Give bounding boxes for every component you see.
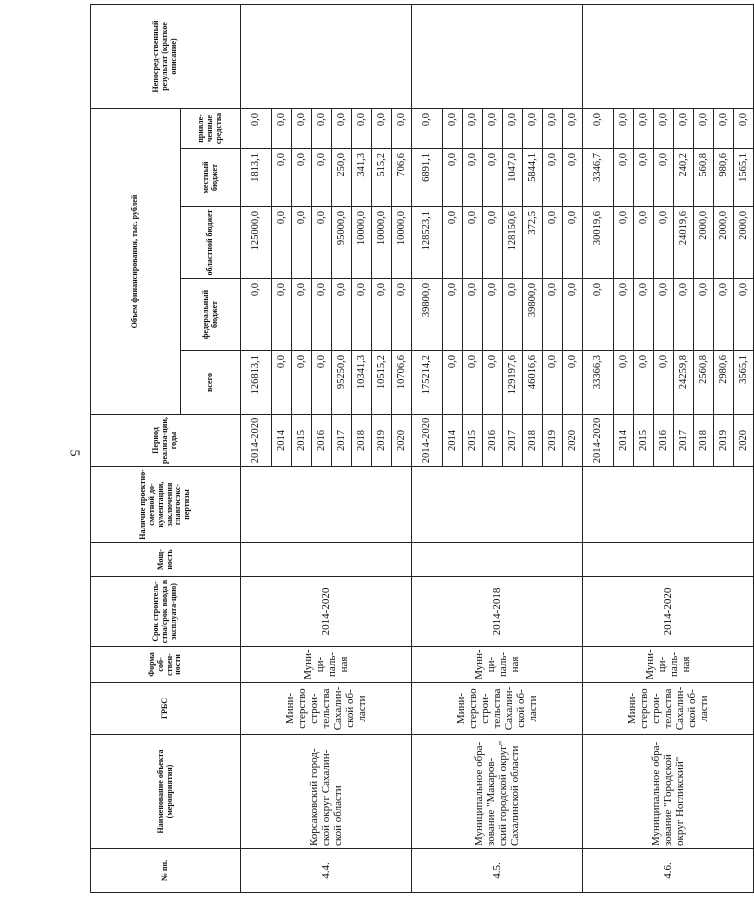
object-construction-term: 2014-2018 bbox=[412, 577, 583, 647]
amount-total: 0,0 bbox=[443, 351, 463, 415]
period-year: 2016 bbox=[312, 415, 332, 467]
amount-federal: 0,0 bbox=[372, 279, 392, 351]
header-federal: федеральный бюджет bbox=[181, 279, 241, 351]
object-name: Муниципальное обра-зование "Городской округ Ногликский" bbox=[583, 735, 754, 849]
header-period: Период реализа-ции, годы bbox=[91, 415, 241, 467]
period-year: 2014 bbox=[272, 415, 292, 467]
object-grbs: Мини-стерство строи-тельства Сахалин-ской об-ласти bbox=[241, 683, 412, 735]
table-row bbox=[412, 5, 443, 893]
amount-federal: 0,0 bbox=[352, 279, 372, 351]
amount-total: 24259,8 bbox=[674, 351, 694, 415]
amount-total: 0,0 bbox=[634, 351, 654, 415]
amount-local: 1565,1 bbox=[734, 149, 754, 207]
header-other: привле-ченные средства bbox=[181, 109, 241, 149]
period-year: 2020 bbox=[734, 415, 754, 467]
header-power: Мощ-ность bbox=[91, 543, 241, 577]
amount-federal: 0,0 bbox=[634, 279, 654, 351]
amount-federal: 0,0 bbox=[503, 279, 523, 351]
period-year: 2018 bbox=[694, 415, 714, 467]
amount-regional: 128150,6 bbox=[503, 207, 523, 279]
object-result bbox=[241, 5, 412, 109]
period-year: 2014-2020 bbox=[241, 415, 272, 467]
amount-total: 0,0 bbox=[463, 351, 483, 415]
amount-federal: 0,0 bbox=[312, 279, 332, 351]
amount-total: 0,0 bbox=[614, 351, 634, 415]
object-grbs: Мини-стерство строи-тельства Сахалин-ской об-ласти bbox=[412, 683, 583, 735]
period-year: 2018 bbox=[352, 415, 372, 467]
amount-federal: 0,0 bbox=[292, 279, 312, 351]
amount-regional: 0,0 bbox=[654, 207, 674, 279]
amount-other: 0,0 bbox=[392, 109, 412, 149]
page-number bbox=[66, 0, 81, 905]
amount-total: 0,0 bbox=[654, 351, 674, 415]
period-year: 2019 bbox=[714, 415, 734, 467]
amount-federal: 0,0 bbox=[543, 279, 563, 351]
amount-regional: 372,5 bbox=[523, 207, 543, 279]
object-power bbox=[241, 543, 412, 577]
amount-local: 0,0 bbox=[563, 149, 583, 207]
amount-federal: 0,0 bbox=[392, 279, 412, 351]
amount-federal: 0,0 bbox=[583, 279, 614, 351]
amount-other: 0,0 bbox=[292, 109, 312, 149]
amount-local: 240,2 bbox=[674, 149, 694, 207]
amount-federal: 0,0 bbox=[563, 279, 583, 351]
amount-other: 0,0 bbox=[312, 109, 332, 149]
amount-regional: 0,0 bbox=[543, 207, 563, 279]
amount-other: 0,0 bbox=[654, 109, 674, 149]
amount-total: 175214,2 bbox=[412, 351, 443, 415]
amount-regional: 128523,1 bbox=[412, 207, 443, 279]
amount-total: 2560,8 bbox=[694, 351, 714, 415]
amount-federal: 0,0 bbox=[614, 279, 634, 351]
object-number: 4.6. bbox=[583, 849, 754, 893]
amount-local: 560,8 bbox=[694, 149, 714, 207]
amount-total: 3565,1 bbox=[734, 351, 754, 415]
amount-other: 0,0 bbox=[443, 109, 463, 149]
amount-local: 250,0 bbox=[332, 149, 352, 207]
amount-other: 0,0 bbox=[634, 109, 654, 149]
amount-regional: 0,0 bbox=[483, 207, 503, 279]
funding-table bbox=[90, 4, 754, 893]
amount-local: 0,0 bbox=[654, 149, 674, 207]
amount-other: 0,0 bbox=[543, 109, 563, 149]
period-year: 2014 bbox=[443, 415, 463, 467]
amount-other: 0,0 bbox=[523, 109, 543, 149]
amount-federal: 0,0 bbox=[272, 279, 292, 351]
object-docs bbox=[583, 467, 754, 543]
period-year: 2014-2020 bbox=[412, 415, 443, 467]
amount-local: 706,6 bbox=[392, 149, 412, 207]
amount-other: 0,0 bbox=[463, 109, 483, 149]
amount-total: 0,0 bbox=[563, 351, 583, 415]
amount-regional: 2000,0 bbox=[714, 207, 734, 279]
amount-federal: 0,0 bbox=[443, 279, 463, 351]
header-term: Срок строитель-ства/срок ввода в эксплуата-цию) bbox=[91, 577, 241, 647]
amount-regional: 0,0 bbox=[634, 207, 654, 279]
amount-regional: 125000,0 bbox=[241, 207, 272, 279]
amount-regional: 0,0 bbox=[312, 207, 332, 279]
object-ownership-form: Муни-ци-паль-ная bbox=[583, 647, 754, 683]
amount-local: 0,0 bbox=[634, 149, 654, 207]
object-result bbox=[412, 5, 583, 109]
amount-federal: 39800,0 bbox=[412, 279, 443, 351]
object-power bbox=[412, 543, 583, 577]
table-row bbox=[241, 5, 272, 893]
amount-local: 0,0 bbox=[443, 149, 463, 207]
object-name: Муниципальное обра-зование "Макаров-ский городской округ" Сахалинской области bbox=[412, 735, 583, 849]
amount-other: 0,0 bbox=[352, 109, 372, 149]
amount-other: 0,0 bbox=[332, 109, 352, 149]
header-form: Форма соб-ствен-ности bbox=[91, 647, 241, 683]
rotated-page bbox=[90, 5, 749, 893]
period-year: 2015 bbox=[634, 415, 654, 467]
object-docs bbox=[241, 467, 412, 543]
amount-other: 0,0 bbox=[372, 109, 392, 149]
amount-local: 0,0 bbox=[292, 149, 312, 207]
object-power bbox=[583, 543, 754, 577]
period-year: 2016 bbox=[483, 415, 503, 467]
amount-regional: 30019,6 bbox=[583, 207, 614, 279]
amount-total: 46016,6 bbox=[523, 351, 543, 415]
amount-local: 1047,0 bbox=[503, 149, 523, 207]
amount-total: 0,0 bbox=[312, 351, 332, 415]
period-year: 2014 bbox=[614, 415, 634, 467]
object-grbs: Мини-стерство строи-тельства Сахалин-ской об-ласти bbox=[583, 683, 754, 735]
period-year: 2016 bbox=[654, 415, 674, 467]
header-total: всего bbox=[181, 351, 241, 415]
table-header bbox=[91, 5, 241, 893]
amount-regional: 10000,0 bbox=[392, 207, 412, 279]
amount-other: 0,0 bbox=[412, 109, 443, 149]
object-result bbox=[583, 5, 754, 109]
period-year: 2017 bbox=[674, 415, 694, 467]
amount-total: 126813,1 bbox=[241, 351, 272, 415]
period-year: 2015 bbox=[292, 415, 312, 467]
amount-total: 10515,2 bbox=[372, 351, 392, 415]
period-year: 2019 bbox=[372, 415, 392, 467]
table-row bbox=[583, 5, 614, 893]
amount-regional: 0,0 bbox=[272, 207, 292, 279]
amount-other: 0,0 bbox=[241, 109, 272, 149]
header-result: Непосред-ственный результат (краткое описание) bbox=[91, 5, 241, 109]
amount-total: 129197,6 bbox=[503, 351, 523, 415]
amount-local: 6891,1 bbox=[412, 149, 443, 207]
amount-regional: 10000,0 bbox=[372, 207, 392, 279]
amount-regional: 0,0 bbox=[292, 207, 312, 279]
amount-federal: 0,0 bbox=[332, 279, 352, 351]
page-number-text: 5 bbox=[66, 449, 81, 456]
amount-other: 0,0 bbox=[734, 109, 754, 149]
object-construction-term: 2014-2020 bbox=[583, 577, 754, 647]
period-year: 2015 bbox=[463, 415, 483, 467]
amount-local: 3346,7 bbox=[583, 149, 614, 207]
period-year: 2020 bbox=[563, 415, 583, 467]
amount-local: 5844,1 bbox=[523, 149, 543, 207]
amount-federal: 0,0 bbox=[694, 279, 714, 351]
amount-regional: 0,0 bbox=[443, 207, 463, 279]
amount-federal: 0,0 bbox=[463, 279, 483, 351]
table-body bbox=[241, 5, 754, 893]
amount-other: 0,0 bbox=[674, 109, 694, 149]
header-funding: Объем финансирования, тыс. рублей bbox=[91, 109, 181, 415]
amount-other: 0,0 bbox=[694, 109, 714, 149]
object-number: 4.5. bbox=[412, 849, 583, 893]
header-regional: областной бюджет bbox=[181, 207, 241, 279]
amount-federal: 0,0 bbox=[674, 279, 694, 351]
amount-local: 0,0 bbox=[543, 149, 563, 207]
amount-local: 0,0 bbox=[312, 149, 332, 207]
amount-federal: 0,0 bbox=[654, 279, 674, 351]
amount-local: 0,0 bbox=[272, 149, 292, 207]
amount-total: 0,0 bbox=[543, 351, 563, 415]
amount-regional: 2000,0 bbox=[694, 207, 714, 279]
object-ownership-form: Муни-ци-паль-ная bbox=[241, 647, 412, 683]
amount-federal: 0,0 bbox=[734, 279, 754, 351]
amount-other: 0,0 bbox=[614, 109, 634, 149]
header-docs: Наличие проектно-сметной до-кументации, заключения главгосэкс-пертизы bbox=[91, 467, 241, 543]
amount-total: 0,0 bbox=[483, 351, 503, 415]
amount-local: 515,2 bbox=[372, 149, 392, 207]
amount-total: 95250,0 bbox=[332, 351, 352, 415]
object-construction-term: 2014-2020 bbox=[241, 577, 412, 647]
amount-regional: 0,0 bbox=[463, 207, 483, 279]
period-year: 2017 bbox=[503, 415, 523, 467]
header-grbs: ГРБС bbox=[91, 683, 241, 735]
amount-other: 0,0 bbox=[483, 109, 503, 149]
amount-regional: 95000,0 bbox=[332, 207, 352, 279]
amount-federal: 0,0 bbox=[241, 279, 272, 351]
amount-local: 1813,1 bbox=[241, 149, 272, 207]
amount-total: 10341,3 bbox=[352, 351, 372, 415]
header-local: местный бюджет bbox=[181, 149, 241, 207]
object-ownership-form: Мунн-ци-паль-ная bbox=[412, 647, 583, 683]
period-year: 2018 bbox=[523, 415, 543, 467]
amount-total: 33366,3 bbox=[583, 351, 614, 415]
header-name: Наименование объекта (мероприятия) bbox=[91, 735, 241, 849]
amount-total: 10706,6 bbox=[392, 351, 412, 415]
amount-other: 0,0 bbox=[272, 109, 292, 149]
object-number: 4.4. bbox=[241, 849, 412, 893]
amount-federal: 0,0 bbox=[714, 279, 734, 351]
amount-total: 0,0 bbox=[272, 351, 292, 415]
object-name: Корсаковский город-ской округ Сахалин-ской области bbox=[241, 735, 412, 849]
amount-other: 0,0 bbox=[714, 109, 734, 149]
period-year: 2017 bbox=[332, 415, 352, 467]
amount-regional: 24019,6 bbox=[674, 207, 694, 279]
amount-federal: 39800,0 bbox=[523, 279, 543, 351]
amount-local: 341,3 bbox=[352, 149, 372, 207]
amount-regional: 2000,0 bbox=[734, 207, 754, 279]
amount-local: 0,0 bbox=[463, 149, 483, 207]
amount-regional: 0,0 bbox=[614, 207, 634, 279]
period-year: 2014-2020 bbox=[583, 415, 614, 467]
amount-other: 0,0 bbox=[503, 109, 523, 149]
amount-other: 0,0 bbox=[563, 109, 583, 149]
amount-regional: 10000,0 bbox=[352, 207, 372, 279]
period-year: 2020 bbox=[392, 415, 412, 467]
amount-local: 980,6 bbox=[714, 149, 734, 207]
amount-other: 0,0 bbox=[583, 109, 614, 149]
period-year: 2019 bbox=[543, 415, 563, 467]
header-num: № пп. bbox=[91, 849, 241, 893]
amount-local: 0,0 bbox=[614, 149, 634, 207]
amount-federal: 0,0 bbox=[483, 279, 503, 351]
object-docs bbox=[412, 467, 583, 543]
amount-regional: 0,0 bbox=[563, 207, 583, 279]
amount-total: 0,0 bbox=[292, 351, 312, 415]
amount-total: 2980,6 bbox=[714, 351, 734, 415]
amount-local: 0,0 bbox=[483, 149, 503, 207]
